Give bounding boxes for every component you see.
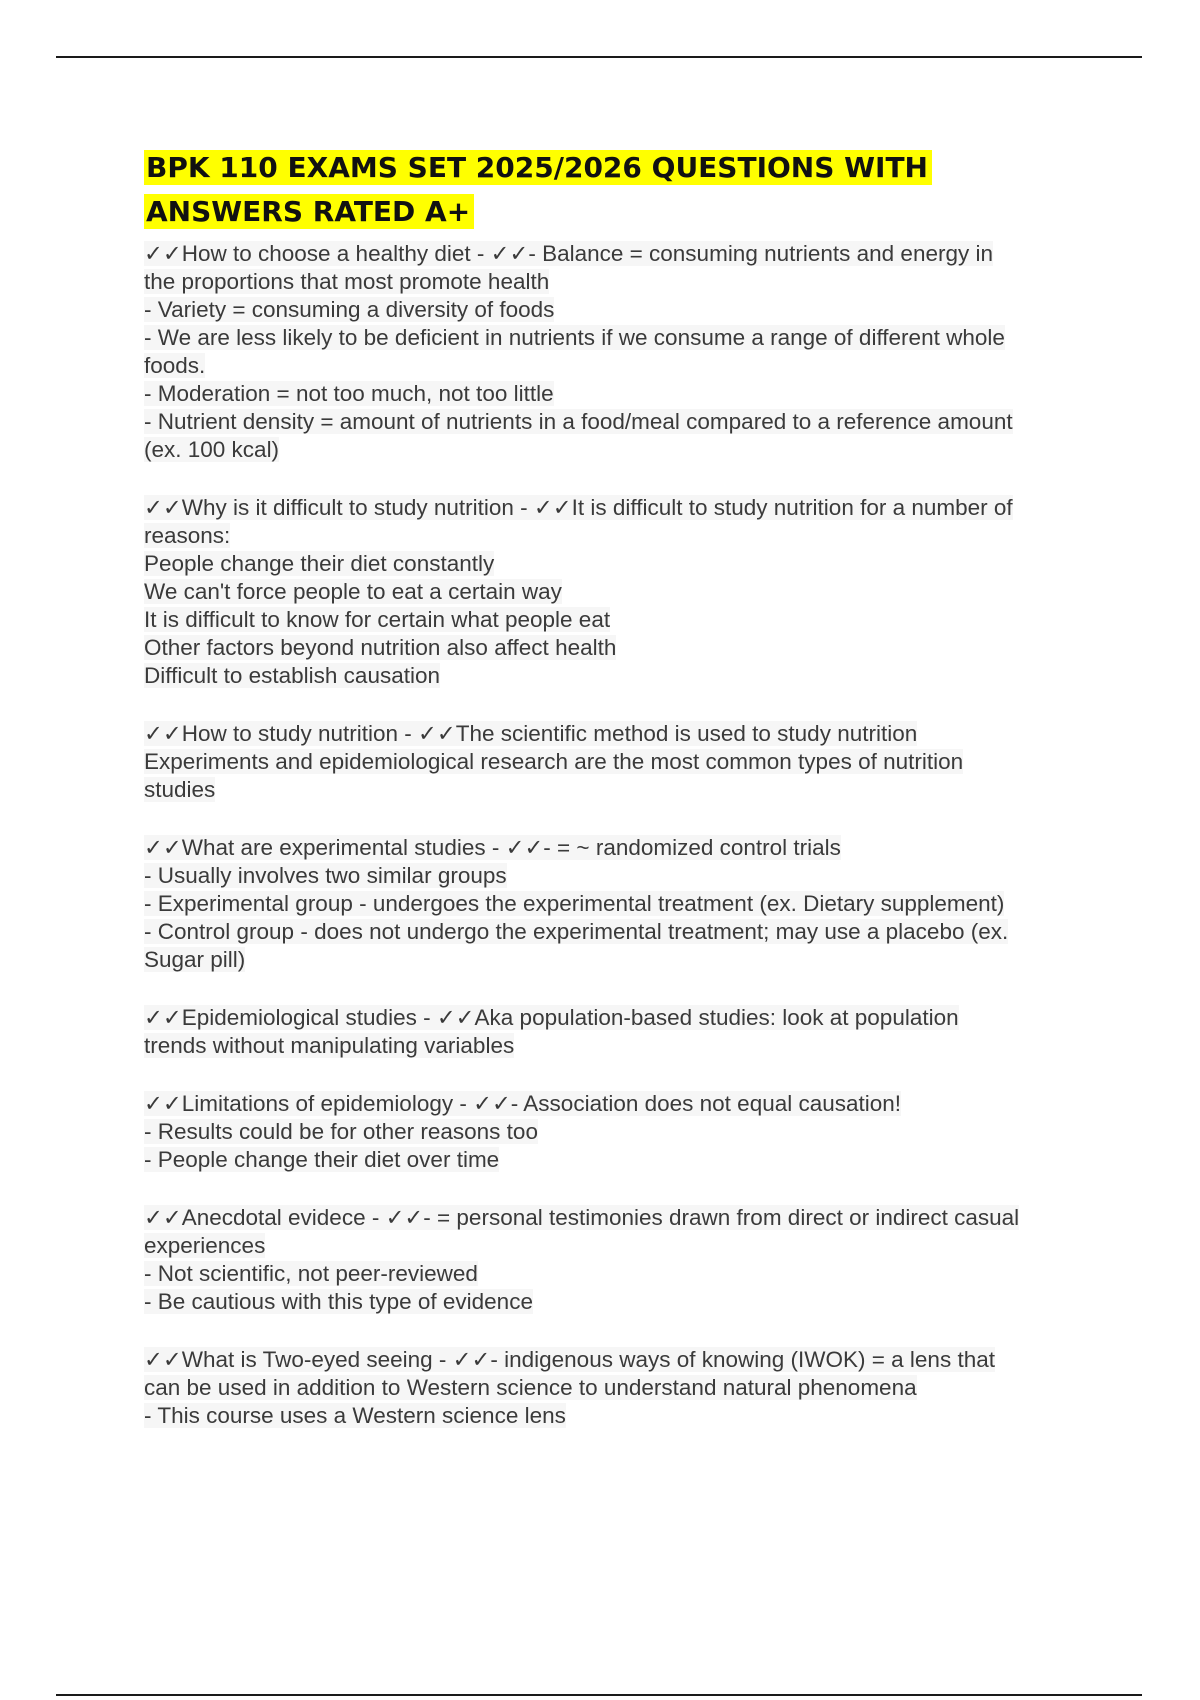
qa-line [144, 1288, 1084, 1316]
qa-line-text: - People change their diet over time [144, 1147, 500, 1172]
qa-line-text: - Usually involves two similar groups [144, 863, 507, 888]
qa-line [144, 550, 1084, 578]
bottom-rule [56, 1694, 1142, 1696]
qa-line [144, 408, 1084, 436]
qa-line [144, 436, 1084, 464]
qa-line [144, 890, 1084, 918]
qa-line [144, 1374, 1084, 1402]
qa-line [144, 606, 1084, 634]
qa-line [144, 240, 1084, 268]
qa-line [144, 324, 1084, 352]
qa-line-text: - Control group - does not undergo the experimental treatment; may use a placebo (ex. [144, 919, 1009, 944]
qa-line [144, 862, 1084, 890]
qa-line [144, 1004, 1084, 1032]
qa-entry [144, 1090, 1084, 1174]
qa-entry [144, 1346, 1084, 1430]
qa-line-text: experiences [144, 1233, 266, 1258]
qa-entry [144, 1004, 1084, 1060]
qa-line-text: - Not scientific, not peer-reviewed [144, 1261, 478, 1286]
qa-entry [144, 834, 1084, 974]
qa-line-text: People change their diet constantly [144, 551, 495, 576]
qa-line-text: It is difficult to know for certain what people eat [144, 607, 611, 632]
qa-line-text: - Variety = consuming a diversity of foods [144, 297, 555, 322]
qa-line-text: ✓✓Epidemiological studies - ✓✓Aka population-based studies: look at population [144, 1005, 959, 1030]
qa-line [144, 296, 1084, 324]
qa-line [144, 578, 1084, 606]
qa-line [144, 662, 1084, 690]
qa-entry [144, 1204, 1084, 1316]
qa-line-text: We can't force people to eat a certain way [144, 579, 562, 604]
qa-line [144, 380, 1084, 408]
qa-line [144, 776, 1084, 804]
qa-line [144, 268, 1084, 296]
qa-line [144, 352, 1084, 380]
qa-entry [144, 494, 1084, 690]
qa-line-text: ✓✓Why is it difficult to study nutrition - ✓✓It is difficult to study nutrition for a number of [144, 495, 1013, 520]
qa-line-text: Other factors beyond nutrition also affect health [144, 635, 617, 660]
qa-line [144, 1232, 1084, 1260]
qa-line [144, 1346, 1084, 1374]
document-body [144, 146, 1084, 1460]
qa-line [144, 1118, 1084, 1146]
qa-line-text: can be used in addition to Western science to understand natural phenomena [144, 1375, 917, 1400]
qa-line-text: ✓✓What are experimental studies - ✓✓- = ~ randomized control trials [144, 835, 841, 860]
qa-line-text: Difficult to establish causation [144, 663, 440, 688]
qa-line [144, 1090, 1084, 1118]
qa-line [144, 834, 1084, 862]
qa-line-text: - Nutrient density = amount of nutrients in a food/meal compared to a reference amount [144, 409, 1013, 434]
qa-line-text: foods. [144, 353, 206, 378]
qa-line [144, 1146, 1084, 1174]
qa-line [144, 634, 1084, 662]
qa-line-text: - We are less likely to be deficient in nutrients if we consume a range of different whole [144, 325, 1005, 350]
top-rule [56, 56, 1142, 58]
qa-entry [144, 720, 1084, 804]
qa-line-text: - Results could be for other reasons too [144, 1119, 538, 1144]
qa-line-text: reasons: [144, 523, 231, 548]
qa-line-text: trends without manipulating variables [144, 1033, 515, 1058]
qa-line-text: the proportions that most promote health [144, 269, 550, 294]
qa-line [144, 946, 1084, 974]
qa-line-text: ✓✓What is Two-eyed seeing - ✓✓- indigenous ways of knowing (IWOK) = a lens that [144, 1347, 995, 1372]
qa-line-text: - This course uses a Western science lens [144, 1403, 566, 1428]
qa-line-text: ✓✓How to choose a healthy diet - ✓✓- Balance = consuming nutrients and energy in [144, 241, 993, 266]
qa-list [144, 240, 1084, 1430]
qa-line-text: (ex. 100 kcal) [144, 437, 280, 462]
qa-line-text: Experiments and epidemiological research are the most common types of nutrition [144, 749, 964, 774]
qa-line [144, 1032, 1084, 1060]
title-line-1: BPK 110 EXAMS SET 2025/2026 QUESTIONS WITH [144, 150, 932, 185]
qa-line [144, 522, 1084, 550]
qa-line [144, 1402, 1084, 1430]
document-title [144, 146, 1084, 234]
qa-entry [144, 240, 1084, 464]
qa-line-text: ✓✓Anecdotal evidece - ✓✓- = personal testimonies drawn from direct or indirect casual [144, 1205, 1020, 1230]
qa-line-text: studies [144, 777, 216, 802]
qa-line-text: Sugar pill) [144, 947, 246, 972]
title-line-2: ANSWERS RATED A+ [144, 194, 474, 229]
qa-line [144, 1260, 1084, 1288]
qa-line [144, 748, 1084, 776]
qa-line-text: - Moderation = not too much, not too little [144, 381, 554, 406]
qa-line-text: ✓✓Limitations of epidemiology - ✓✓- Association does not equal causation! [144, 1091, 902, 1116]
qa-line [144, 494, 1084, 522]
qa-line-text: - Be cautious with this type of evidence [144, 1289, 533, 1314]
qa-line [144, 720, 1084, 748]
qa-line-text: ✓✓How to study nutrition - ✓✓The scientific method is used to study nutrition [144, 721, 918, 746]
qa-line [144, 1204, 1084, 1232]
qa-line [144, 918, 1084, 946]
qa-line-text: - Experimental group - undergoes the experimental treatment (ex. Dietary supplement) [144, 891, 1005, 916]
